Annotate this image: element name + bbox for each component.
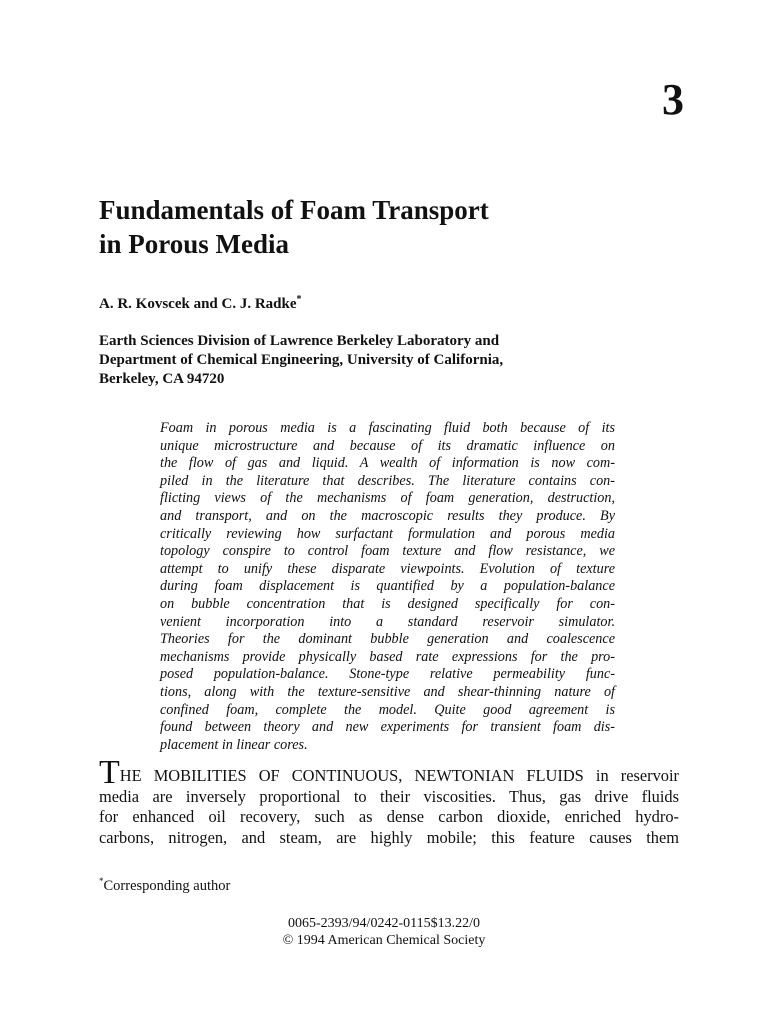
article-code: 0065-2393/94/0242-0115$13.22/0 [288, 916, 480, 931]
affiliation [99, 332, 679, 389]
corresponding-author-mark: * [296, 294, 302, 305]
abstract-line: and transport, and on the macroscopic results they produce. By [160, 507, 615, 524]
chapter-title [99, 193, 699, 261]
abstract-line: Theories for the dominant bubble generation and coalescence [160, 631, 615, 648]
abstract-line: critically reviewing how surfactant formulation and porous media [160, 525, 615, 542]
abstract-line: flicting views of the mechanisms of foam generation, destruction, [160, 490, 615, 507]
abstract-line: attempt to unify these disparate viewpoints. Evolution of texture [160, 560, 615, 577]
footnote [99, 872, 230, 895]
abstract-line: during foam displacement is quantified by a population-balance [160, 578, 615, 595]
affiliation-line: Berkeley, CA 94720 [99, 371, 225, 387]
abstract-line: posed population-balance. Stone-type relative permeability func- [160, 666, 615, 683]
abstract-line: piled in the literature that describes. The literature contains con- [160, 472, 615, 489]
body-first-line-text: HE MOBILITIES OF CONTINUOUS, NEWTONIAN FLUIDS in reservoir [119, 766, 679, 785]
copyright-notice: © 1994 American Chemical Society [282, 933, 486, 948]
abstract-line: confined foam, complete the model. Quite good agreement is [160, 701, 615, 718]
abstract-line: found between theory and new experiments for transient foam dis- [160, 719, 615, 736]
affiliation-line: Earth Sciences Division of Lawrence Berkeley Laboratory and [99, 333, 500, 349]
abstract-line: unique microstructure and because of its dramatic influence on [160, 437, 615, 454]
drop-cap: T [99, 754, 120, 791]
body-first-line [99, 754, 679, 791]
abstract-line: placement in linear cores. [160, 736, 308, 753]
body-line: for enhanced oil recovery, such as dense carbon dioxide, enriched hydro- [99, 807, 679, 826]
copyright-block [0, 915, 768, 949]
abstract [160, 420, 615, 754]
author-list [99, 290, 302, 314]
abstract-line: the flow of gas and liquid. A wealth of information is now com- [160, 455, 615, 472]
footnote-mark: * [99, 876, 104, 886]
chapter-number: 3 [662, 75, 684, 124]
abstract-line: Foam in porous media is a fascinating fluid both because of its [160, 420, 615, 436]
abstract-line: venient incorporation into a standard reservoir simulator. [160, 613, 615, 630]
body-line: carbons, nitrogen, and steam, are highly mobile; this feature causes them [99, 827, 679, 847]
abstract-line: mechanisms provide physically based rate expressions for the pro- [160, 648, 615, 665]
abstract-line: topology conspire to control foam texture and flow resistance, we [160, 543, 615, 560]
title-line: Fundamentals of Foam Transport [99, 195, 489, 225]
affiliation-line: Department of Chemical Engineering, University of California, [99, 352, 504, 368]
body-paragraph [99, 754, 679, 848]
abstract-line: on bubble concentration that is designed specifically for con- [160, 595, 615, 612]
abstract-line: tions, along with the texture-sensitive and shear-thinning nature of [160, 683, 615, 700]
author-names: A. R. Kovscek and C. J. Radke [99, 296, 297, 312]
title-line: in Porous Media [99, 229, 290, 259]
body-line: media are inversely proportional to their viscosities. Thus, gas drive fluids [99, 786, 679, 806]
footnote-text: Corresponding author [103, 877, 231, 894]
